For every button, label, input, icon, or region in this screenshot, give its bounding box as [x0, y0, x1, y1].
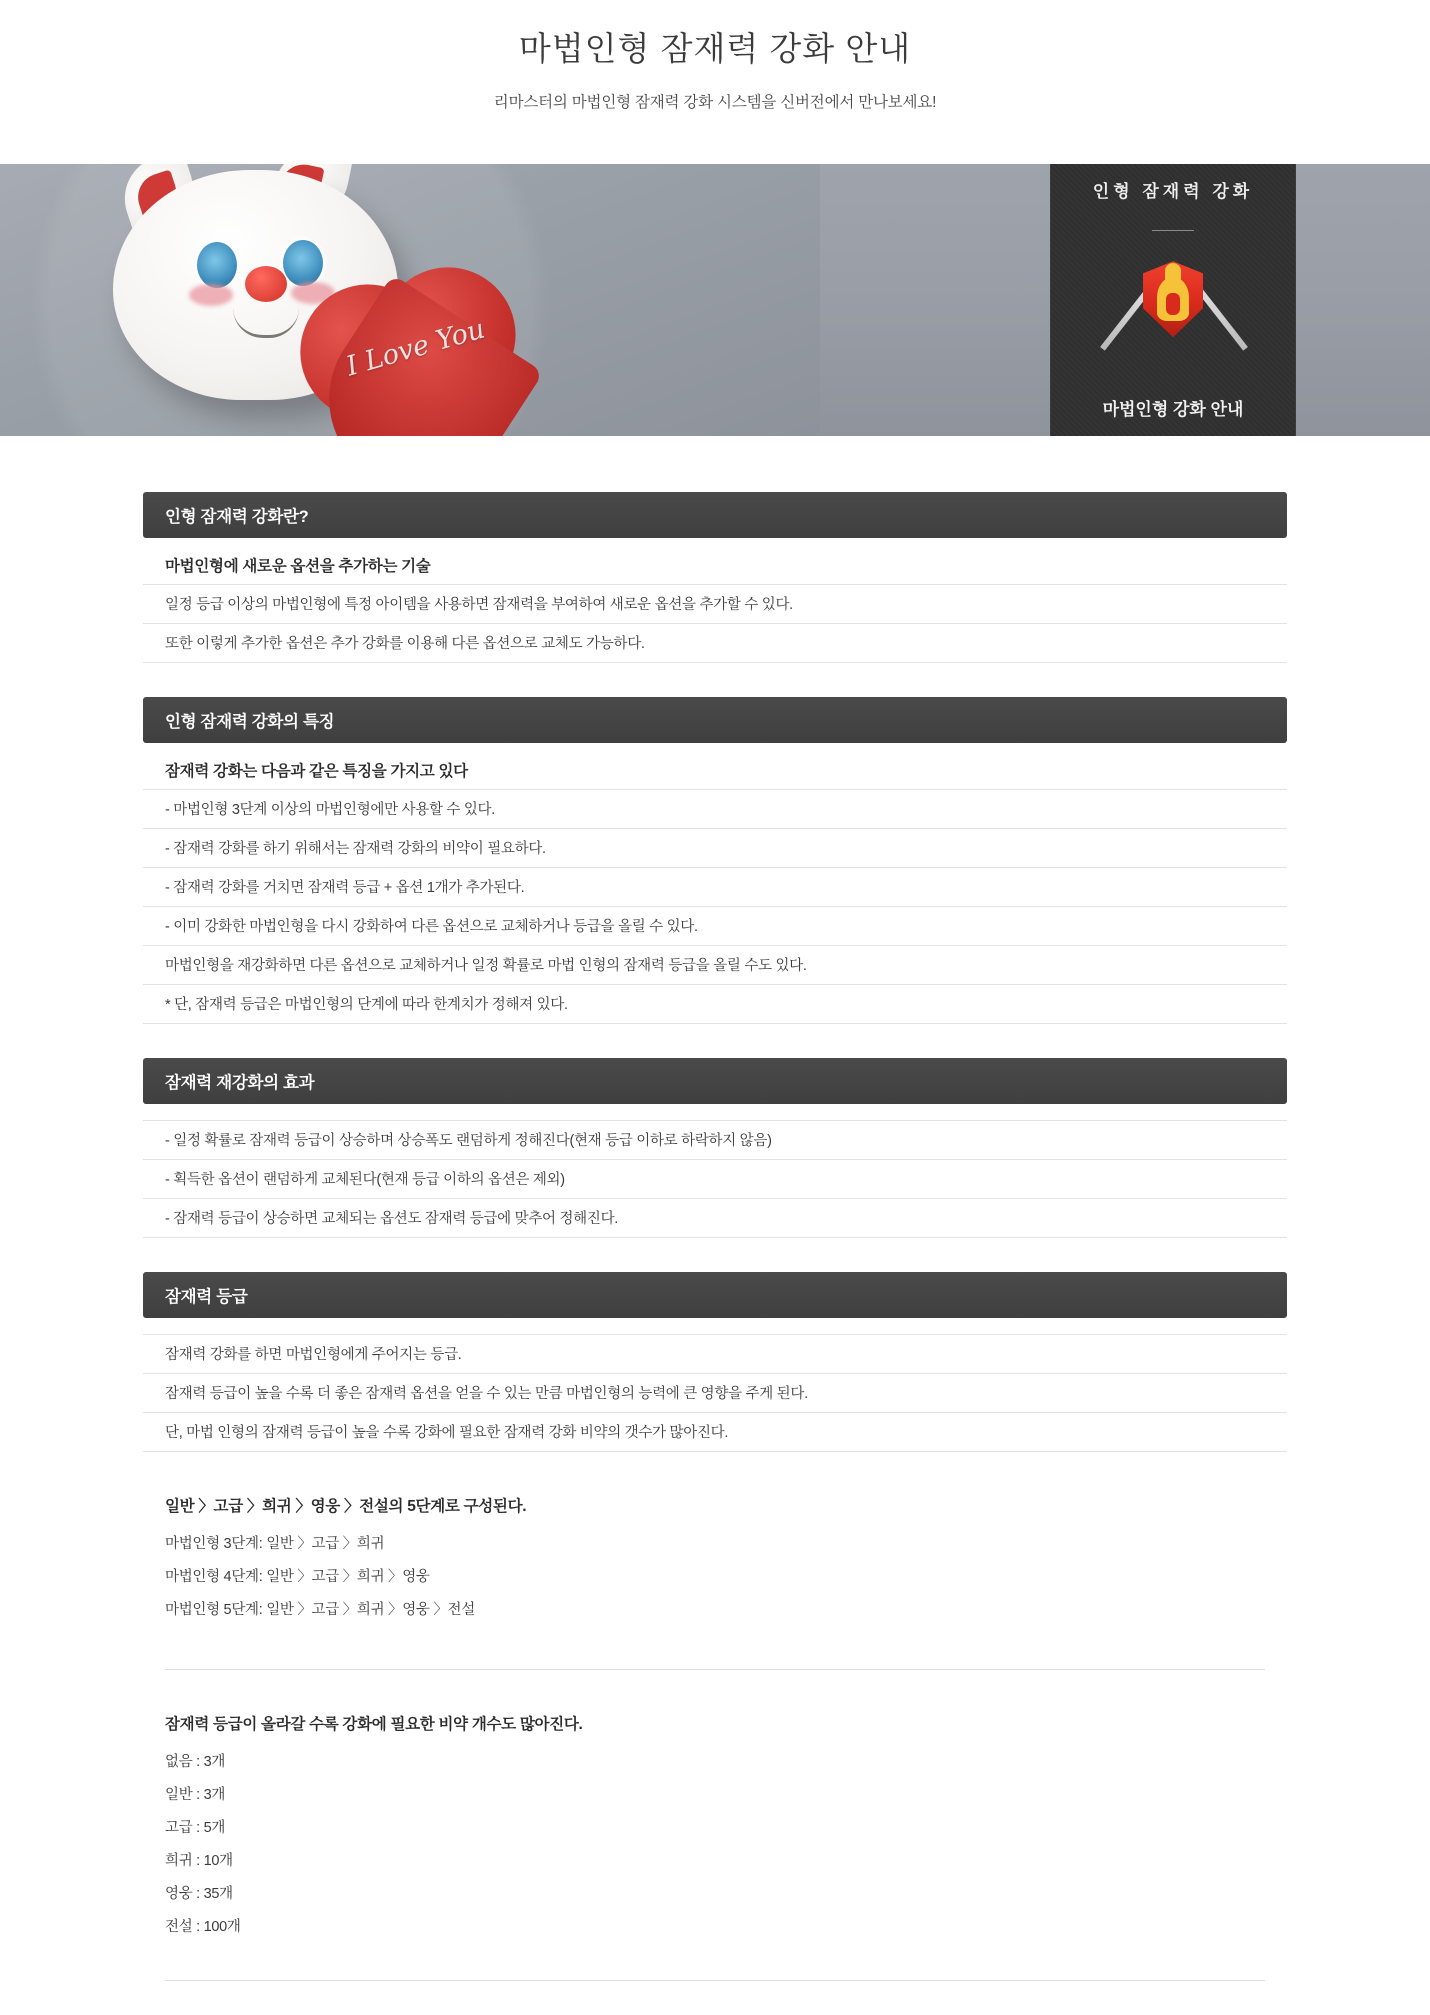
helmet-icon: [1157, 277, 1189, 321]
potion-block-line: 전설 : 100개: [165, 1919, 241, 1936]
grade-block: [143, 1494, 1287, 1625]
plush-nose: [245, 266, 287, 302]
grade-block-line: 마법인형 4단계: 일반 〉고급 〉희귀 〉영웅: [165, 1569, 430, 1586]
section-line: 일정 등급 이상의 마법인형에 특정 아이템을 사용하면 잠재력을 부여하여 새로운 옵션을 추가할 수 있다.: [143, 584, 1287, 624]
section-line: 마법인형을 재강화하면 다른 옵션으로 교체하거나 일정 확률로 마법 인형의 잠재력 등급을 올릴 수도 있다.: [143, 946, 1287, 985]
plush-eye-left: [197, 242, 237, 288]
section-heading: 인형 잠재력 강화란?: [143, 492, 1287, 538]
hero-card-caption: 마법인형 강화 안내: [1102, 400, 1244, 420]
section-what-is: [143, 492, 1287, 663]
section-line: 단, 마법 인형의 잠재력 등급이 높을 수록 강화에 필요한 잠재력 강화 비약의 갯수가 많아진다.: [143, 1413, 1287, 1452]
plush-cat-illustration: [105, 164, 525, 436]
section-lead: 마법인형에 새로운 옵션을 추가하는 기술: [165, 558, 431, 576]
section-divider: [165, 1669, 1265, 1670]
potion-block-line: 없음 : 3개: [165, 1754, 226, 1771]
potion-block-title: 잠재력 등급이 올라갈 수록 강화에 필요한 비약 개수도 많아진다.: [165, 1716, 583, 1734]
page-title: 마법인형 잠재력 강화 안내: [518, 30, 912, 67]
section-grade: [143, 1272, 1287, 1981]
section-reinforce-effect: [143, 1058, 1287, 1238]
section-line: - 잠재력 강화를 거치면 잠재력 등급 + 옵션 1개가 추가된다.: [143, 868, 1287, 907]
section-line: - 획득한 옵션이 랜덤하게 교체된다(현재 등급 이하의 옵션은 제외): [143, 1160, 1287, 1199]
grade-block-line: 마법인형 3단계: 일반 〉고급 〉희귀: [165, 1536, 385, 1553]
grade-block-title: 일반 〉고급 〉희귀 〉영웅 〉전설의 5단계로 구성된다.: [165, 1498, 527, 1516]
heart-text: I Love You: [342, 313, 489, 383]
section-line: 잠재력 강화를 하면 마법인형에게 주어지는 등급.: [143, 1334, 1287, 1374]
hero-side-card: [1050, 164, 1296, 436]
content-area: [143, 436, 1287, 1981]
section-line: - 잠재력 등급이 상승하면 교체되는 옵션도 잠재력 등급에 맞추어 정해진다.: [143, 1199, 1287, 1238]
potion-block-line: 영웅 : 35개: [165, 1886, 233, 1903]
section-line: - 마법인형 3단계 이상의 마법인형에만 사용할 수 있다.: [143, 789, 1287, 829]
section-heading: 잠재력 재강화의 효과: [143, 1058, 1287, 1104]
section-line: * 단, 잠재력 등급은 마법인형의 단계에 따라 한계치가 정해져 있다.: [143, 985, 1287, 1024]
plush-eye-right: [283, 240, 323, 286]
potion-block-line: 고급 : 5개: [165, 1820, 226, 1837]
section-line: - 잠재력 강화를 하기 위해서는 잠재력 강화의 비약이 필요하다.: [143, 829, 1287, 868]
section-lead: 잠재력 강화는 다음과 같은 특징을 가지고 있다: [165, 763, 468, 781]
section-line: - 일정 확률로 잠재력 등급이 상승하며 상승폭도 랜덤하게 정해진다(현재 등급 이하로 하락하지 않음): [143, 1120, 1287, 1160]
potion-block: [143, 1712, 1287, 1942]
section-features: [143, 697, 1287, 1024]
page-subtitle: 리마스터의 마법인형 잠재력 강화 시스템을 신버전에서 만나보세요!: [493, 94, 937, 112]
shield-helmet-swords-icon: [1113, 257, 1233, 367]
potion-block-line: 희귀 : 10개: [165, 1853, 233, 1870]
section-line: 또한 이렇게 추가한 옵션은 추가 강화를 이용해 다른 옵션으로 교체도 가능하다.: [143, 624, 1287, 663]
bottom-divider: [165, 1980, 1265, 1981]
grade-block-line: 마법인형 5단계: 일반 〉고급 〉희귀 〉영웅 〉전설: [165, 1602, 475, 1619]
section-line: 잠재력 등급이 높을 수록 더 좋은 잠재력 옵션을 얻을 수 있는 만큼 마법인형의 능력에 큰 영향을 주게 된다.: [143, 1374, 1287, 1413]
section-heading: 인형 잠재력 강화의 특징: [143, 697, 1287, 743]
section-heading: 잠재력 등급: [143, 1272, 1287, 1318]
potion-block-line: 일반 : 3개: [165, 1787, 226, 1804]
hero-photo: [0, 164, 820, 436]
section-line: - 이미 강화한 마법인형을 다시 강화하여 다른 옵션으로 교체하거나 등급을 올릴 수 있다.: [143, 907, 1287, 946]
hero-banner: [0, 164, 1430, 436]
page-header: [0, 0, 1430, 112]
hero-card-title: 인형 잠재력 강화: [1092, 182, 1254, 202]
hero-card-divider: [1152, 230, 1194, 231]
